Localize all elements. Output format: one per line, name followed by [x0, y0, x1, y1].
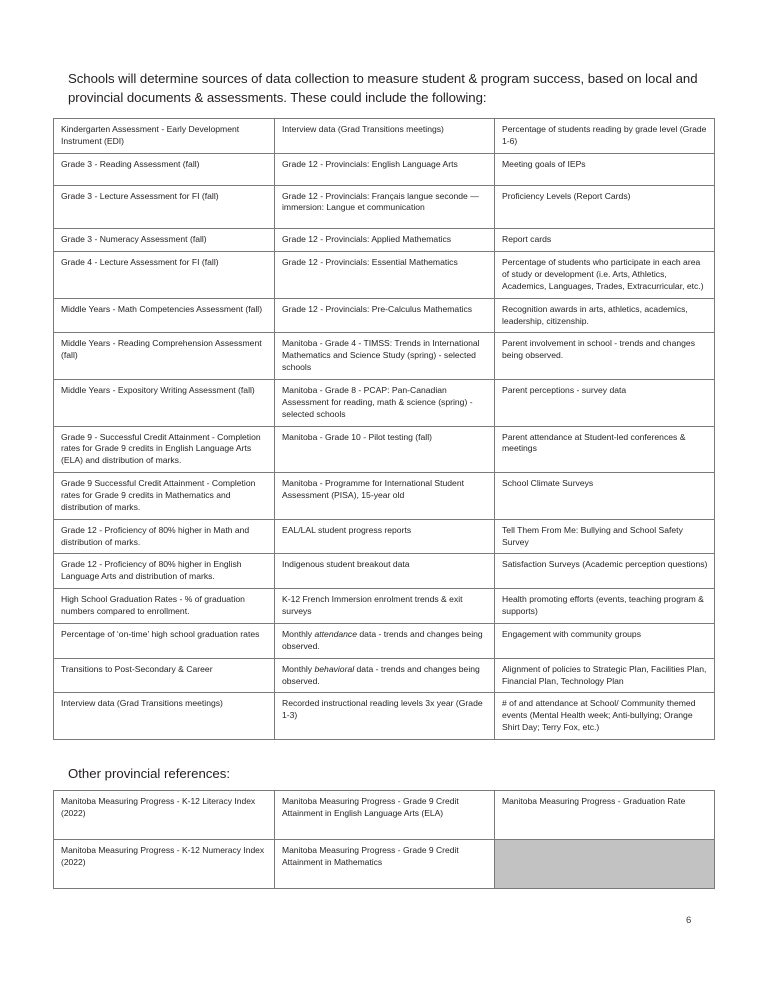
cell-col3: Parent perceptions - survey data	[495, 380, 715, 427]
cell-col3: Alignment of policies to Strategic Plan, Facilities Plan, Financial Plan, Technology Plan	[495, 658, 715, 693]
table-row	[54, 426, 715, 473]
cell-col1: Grade 12 - Proficiency of 80% higher in English Language Arts and distribution of marks.	[54, 554, 275, 589]
cell-col1: Grade 3 - Lecture Assessment for FI (fall)	[54, 185, 275, 229]
cell-col1: Grade 9 Successful Credit Attainment - Completion rates for Grade 9 credits in Mathematics and distribution of marks.	[54, 473, 275, 520]
cell-col3: Percentage of students reading by grade level (Grade 1-6)	[495, 119, 715, 154]
other-provincial-references-table	[53, 790, 715, 889]
table-row	[54, 519, 715, 554]
cell-col2: Manitoba - Programme for International Student Assessment (PISA), 15-year old	[275, 473, 495, 520]
cell-col2: Indigenous student breakout data	[275, 554, 495, 589]
cell-col3-empty-shaded	[495, 840, 715, 889]
cell-col2: Manitoba Measuring Progress - Grade 9 Credit Attainment in English Language Arts (ELA)	[275, 791, 495, 840]
table-row	[54, 554, 715, 589]
cell-col3: Health promoting efforts (events, teaching program & supports)	[495, 589, 715, 624]
cell-col3: Meeting goals of IEPs	[495, 153, 715, 185]
cell-col2: Manitoba - Grade 8 - PCAP: Pan-Canadian Assessment for reading, math & science (spring) - selected schools	[275, 380, 495, 427]
cell-col3: Satisfaction Surveys (Academic perception questions)	[495, 554, 715, 589]
cell-col3: School Climate Surveys	[495, 473, 715, 520]
cell-col3: Report cards	[495, 229, 715, 252]
table-row	[54, 153, 715, 185]
main-table-body	[54, 119, 715, 740]
intro-paragraph: Schools will determine sources of data collection to measure student & program success, based on local and provincial documents & assessments. These could include the following:	[68, 71, 698, 105]
table-row	[54, 473, 715, 520]
cell-col2: Grade 12 - Provincials: Applied Mathematics	[275, 229, 495, 252]
cell-col1: Percentage of ‘on-time’ high school graduation rates	[54, 623, 275, 658]
table-row	[54, 840, 715, 889]
cell-col3: Parent attendance at Student-led conferences & meetings	[495, 426, 715, 473]
other-provincial-references-heading: Other provincial references:	[68, 766, 230, 781]
cell-col1: Grade 3 - Numeracy Assessment (fall)	[54, 229, 275, 252]
cell-col2: Monthly attendance data - trends and changes being observed.	[275, 623, 495, 658]
table-row	[54, 589, 715, 624]
cell-col1: High School Graduation Rates - % of graduation numbers compared to enrollment.	[54, 589, 275, 624]
cell-col1: Manitoba Measuring Progress - K-12 Numeracy Index (2022)	[54, 840, 275, 889]
cell-col2: Grade 12 - Provincials: Français langue seconde — immersion: Langue et communication	[275, 185, 495, 229]
cell-col3: Parent involvement in school - trends and changes being observed.	[495, 333, 715, 380]
cell-col2: Manitoba Measuring Progress - Grade 9 Credit Attainment in Mathematics	[275, 840, 495, 889]
cell-col3: Recognition awards in arts, athletics, academics, leadership, citizenship.	[495, 298, 715, 333]
cell-col1: Middle Years - Reading Comprehension Assessment (fall)	[54, 333, 275, 380]
cell-col2: Grade 12 - Provincials: Essential Mathematics	[275, 252, 495, 299]
cell-col3: Engagement with community groups	[495, 623, 715, 658]
cell-col3: Percentage of students who participate in each area of study or development (i.e. Arts, Athletics, Academics, Languages, Trades, Extracurricular, etc.)	[495, 252, 715, 299]
cell-col1: Manitoba Measuring Progress - K-12 Literacy Index (2022)	[54, 791, 275, 840]
table-row	[54, 333, 715, 380]
cell-col2: Grade 12 - Provincials: Pre-Calculus Mathematics	[275, 298, 495, 333]
table-row	[54, 252, 715, 299]
cell-col3: Proficiency Levels (Report Cards)	[495, 185, 715, 229]
cell-col1: Transitions to Post-Secondary & Career	[54, 658, 275, 693]
data-collection-sources-table	[53, 118, 715, 740]
cell-col3: Tell Them From Me: Bullying and School Safety Survey	[495, 519, 715, 554]
table-row	[54, 791, 715, 840]
table-row	[54, 185, 715, 229]
table-row	[54, 623, 715, 658]
cell-col1: Grade 9 - Successful Credit Attainment - Completion rates for Grade 9 credits in English Language Arts (ELA) and distribution of marks.	[54, 426, 275, 473]
table-row	[54, 693, 715, 740]
table-row	[54, 380, 715, 427]
cell-col2: Monthly behavioral data - trends and changes being observed.	[275, 658, 495, 693]
cell-col1: Interview data (Grad Transitions meetings)	[54, 693, 275, 740]
cell-col3: # of and attendance at School/ Community themed events (Mental Health week; Anti-bullying; Orange Shirt Day; Terry Fox, etc.)	[495, 693, 715, 740]
cell-col1: Grade 3 - Reading Assessment (fall)	[54, 153, 275, 185]
cell-col2: Manitoba - Grade 10 - Pilot testing (fall)	[275, 426, 495, 473]
cell-col2: Grade 12 - Provincials: English Language Arts	[275, 153, 495, 185]
cell-col1: Grade 12 - Proficiency of 80% higher in Math and distribution of marks.	[54, 519, 275, 554]
cell-col2: Interview data (Grad Transitions meetings)	[275, 119, 495, 154]
table-row	[54, 119, 715, 154]
cell-col2: Manitoba - Grade 4 - TIMSS: Trends in International Mathematics and Science Study (spring) - selected schools	[275, 333, 495, 380]
table-row	[54, 298, 715, 333]
cell-col2: Recorded instructional reading levels 3x year (Grade 1-3)	[275, 693, 495, 740]
cell-col3: Manitoba Measuring Progress - Graduation Rate	[495, 791, 715, 840]
cell-col1: Middle Years - Expository Writing Assessment (fall)	[54, 380, 275, 427]
refs-table-body	[54, 791, 715, 889]
cell-col2: K-12 French Immersion enrolment trends & exit surveys	[275, 589, 495, 624]
cell-col1: Kindergarten Assessment - Early Development Instrument (EDI)	[54, 119, 275, 154]
cell-col1: Middle Years - Math Competencies Assessment (fall)	[54, 298, 275, 333]
cell-col2: EAL/LAL student progress reports	[275, 519, 495, 554]
page-number: 6	[686, 915, 692, 926]
cell-col1: Grade 4 - Lecture Assessment for FI (fall)	[54, 252, 275, 299]
table-row	[54, 658, 715, 693]
table-row	[54, 229, 715, 252]
